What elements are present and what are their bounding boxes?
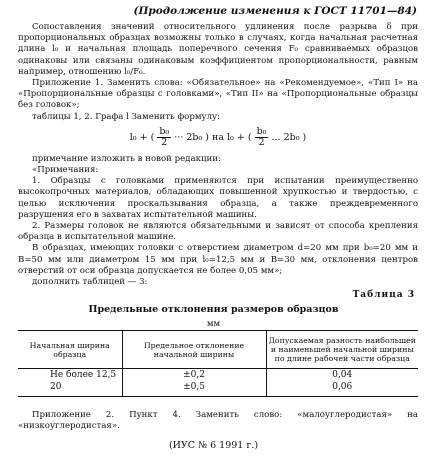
cell-deviation: ±0,2 xyxy=(122,369,266,382)
table-row xyxy=(18,369,418,382)
cell-difference: 0,06 xyxy=(266,381,418,396)
formula-fraction-1 xyxy=(157,127,171,148)
document-body xyxy=(18,22,418,288)
fraction-2-denominator: 2 xyxy=(258,136,265,148)
paragraph-elongation: Сопоставления значений относительного удлинения после разрыва δ при пропорциональных образцах возможны только в случаях, когда начальная расчетная длина l₀ и начальная площадь поперечного сечения F₀ сравниваемых образцов одинаковы или связаны одинаковым коэффициентом пропорциональности, равным например, отношению l₀/F₀. xyxy=(18,22,418,77)
cell-difference: 0,04 xyxy=(266,369,418,382)
paragraph-holes: В образцах, имеющих головки с отверстием диаметром d=20 мм при b₀=20 мм и B=50 мм или диаметром 15 мм при l₀=12,5 мм и B=30 мм, отклонения центров отверстий от оси образца допускается не более 0,05 мм»; xyxy=(18,243,418,276)
fraction-2-numerator: b₀ xyxy=(256,125,267,137)
fraction-1-denominator: 2 xyxy=(161,136,168,148)
paragraph-tables-formula: таблицы 1, 2. Графа l Заменить формулу: xyxy=(32,111,220,122)
table-row xyxy=(18,381,418,396)
cell-width: Не более 12,5 xyxy=(50,370,117,380)
table-unit: мм xyxy=(206,319,221,329)
table-title: Предельные отклонения размеров образцов xyxy=(88,304,339,315)
fraction-1-numerator: b₀ xyxy=(159,125,170,137)
table-header-row xyxy=(18,331,418,369)
appendix-2-text: Приложение 2. Пункт 4. Заменить слово: «малоуглеродистая» на «низкоуглеродистая». xyxy=(18,410,418,432)
paragraph-add-table: дополнить таблицей — 3: xyxy=(32,277,148,288)
header-deviation: Предельное отклонение начальной ширины xyxy=(122,331,266,369)
cell-width: 20 xyxy=(50,382,62,392)
paragraph-note-2: 2. Размеры головок не являются обязательными и зависят от способа крепления образца в испытательной машине. xyxy=(18,221,418,243)
paragraph-appendix-2 xyxy=(18,410,418,432)
formula xyxy=(18,127,418,148)
cell-deviation: ±0,5 xyxy=(122,381,266,396)
header-allowed-difference: Допускаемая разность наибольшей и наименьшей начальной ширины по длине рабочей части образца xyxy=(266,331,418,369)
document-header: (Продолжение изменения к ГОСТ 11701—84) xyxy=(133,5,417,17)
paragraph-appendix-1: Приложение 1. Заменить слова: «Обязательное» на «Рекомендуемое», «Тип I» на «Пропорциональные образцы с головками», «Тип II» на «Пропорциональные образцы без головок»; xyxy=(18,78,418,111)
formula-middle: ··· 2b₀ ) на l₀ + ( xyxy=(174,131,252,143)
table-label: Таблица 3 xyxy=(352,290,415,300)
paragraph-note-1: 1. Образцы с головками применяются при испытании преимущественно высокопрочных материалов, обладающих повышенной хрупкостью и твердостью, с целью исключения проскальзывания образца, а также преждевременного разрушения его в захватах испытательной машины. xyxy=(18,176,418,220)
paragraph-notes-heading: «Примечания: xyxy=(32,165,99,176)
header-initial-width: Начальная ширина образца xyxy=(18,331,122,369)
formula-end: ... 2b₀ ) xyxy=(271,131,307,143)
tolerance-table xyxy=(18,330,418,397)
formula-lhs-start: l₀ + ( xyxy=(129,131,155,143)
paragraph-note-intro: примечание изложить в новой редакции: xyxy=(32,153,221,164)
formula-fraction-2 xyxy=(255,127,269,148)
source-reference: (ИУС № 6 1991 г.) xyxy=(168,440,259,451)
